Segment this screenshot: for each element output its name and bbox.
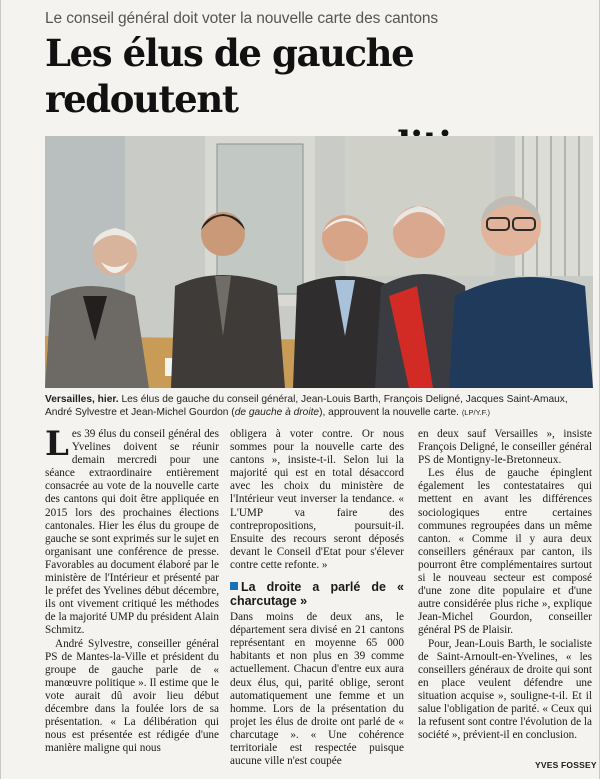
article-paragraph: Pour, Jean-Louis Barth, le socialiste de Saint-Arnoult-en-Yvelines, « les conseillers généraux de droite qui sont en place veulent défendre une situation acquise », souligne-t-il. Et il salue l'obligation de parité. « Ceux qui la refusent sont contre l'évolution de la société », prévient-il en conclusion. — [418, 637, 592, 742]
caption-text-a: Les élus de gauche du conseil général, Jean-Louis Barth, François Deligné, Jacques Saint-Amaux, André Sylvestre et Jean-Michel Gourdon ( — [45, 394, 568, 418]
article-column-1 — [45, 424, 219, 755]
article-paragraph: obligera à voter contre. Or nous sommes pour la nouvelle carte des cantons », insiste-t-il. Selon lui la majorité qui est en total désaccord avec les choix du ministère de l'Intérieur veut inverser la tendance. « L'UMP va faire des contrepropositions, poursuit-il. Ensuite des recours seront déposés devant le Conseil d'Etat pour s'élever contre cette refonte. » — [230, 428, 404, 571]
press-photo-illustration — [45, 136, 593, 388]
article-paragraph: Dans moins de deux ans, le département sera divisé en 21 cantons représentant en moyenne 65 000 habitants et non plus en 39 comme actuellement. Chacun d'entre eux aura deux élus, qui, parité oblige, seront automatiquement une femme et un homme. Lors de la présentation du projet les élus de droite ont parlé de « charcutage ». « Une cohérence territoriale est respectée puisque aucune ville n'est coupée — [230, 611, 404, 768]
article-paragraph: André Sylvestre, conseiller général PS de Mantes-la-Ville et président du groupe de gauche parle de « manœuvre politique ». Il estime que le vote aurait dû avoir lieu début décembre dans la foulée lors de sa présentation. « La délibération qui nous est présentée est rédigée d'une manière maligne qui nous — [45, 637, 219, 755]
article-paragraph — [45, 424, 219, 638]
headline-line-1: Les élus de gauche redoutent — [45, 31, 414, 121]
subheading-text: La droite a parlé de « charcutage » — [230, 580, 404, 609]
caption-lead: Versailles, hier. — [45, 394, 119, 405]
photo-caption — [45, 393, 593, 419]
article-kicker: Le conseil général doit voter la nouvelle carte des cantons — [45, 10, 439, 27]
article-paragraph: Les élus de gauche épinglent également les contestataires qui mettent en avant les différences sociologiques entre certaines communes regroupées dans un même canton. « Comme il y aura deux conseillers généraux par canton, ils pourront être complémentaires surtout si le nouveau secteur est composé d'une zone dite populaire et d'une autre considérée plus riche », explique Jean-Michel Gourdon, conseiller général PS de Plaisir. — [418, 467, 592, 637]
article-column-3 — [418, 428, 592, 742]
caption-text-b: ), approuvent la nouvelle carte. — [319, 407, 462, 418]
caption-italic: de gauche à droite — [234, 407, 320, 418]
article-column-2 — [230, 428, 404, 768]
subheading-square-icon — [230, 582, 238, 590]
drop-cap: L — [45, 424, 69, 464]
author-byline: YVES FOSSEY — [535, 760, 597, 770]
photo-credit: (LP/Y.F.) — [461, 408, 491, 417]
paragraph-text: es 39 élus du conseil général des Yvelines doivent se réunir demain mercredi pour une séance extraordinaire entièrement consacrée au vote de la nouvelle carte des cantons qui doit être appliquée en 2015 lors des prochaines élections cantonales. Hier les élus du groupe de gauche se sont exprimés sur le sujet en organisant une conférence de presse. Favorables au document élaboré par le ministère de l'Intérieur et présenté par le préfet des Yvelines début décembre, ils ont vivement critiqué les méthodes de la majorité UMP du président Alain Schmitz. — [45, 428, 219, 637]
article-paragraph: en deux sauf Versailles », insiste François Deligné, le conseiller général PS de Montigny-le-Bretonneux. — [418, 428, 592, 467]
press-photo — [45, 136, 593, 388]
article-subheading — [230, 580, 404, 608]
